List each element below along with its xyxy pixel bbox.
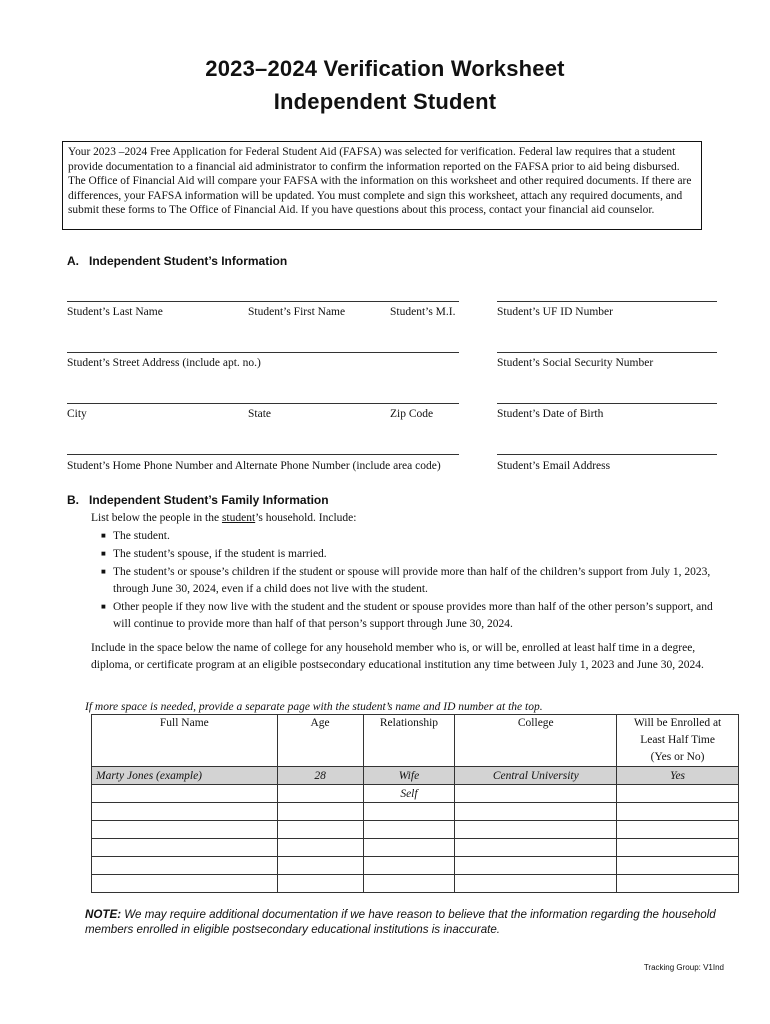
bullet-item <box>91 598 721 633</box>
enrolled-cell[interactable] <box>617 875 739 893</box>
street-address-label: Student’s Street Address (include apt. no.) <box>67 357 261 369</box>
name-input-line[interactable] <box>67 301 459 302</box>
section-b-heading <box>67 493 329 507</box>
college-cell[interactable] <box>455 875 617 893</box>
name-cell[interactable] <box>92 839 278 857</box>
age-cell[interactable] <box>277 803 363 821</box>
relationship-cell[interactable] <box>363 803 455 821</box>
household-table <box>91 714 739 893</box>
college-cell[interactable] <box>455 857 617 875</box>
college-cell[interactable] <box>455 803 617 821</box>
uf-id-input-line[interactable] <box>497 301 717 302</box>
email-label: Student’s Email Address <box>497 460 611 472</box>
header-college: College <box>455 715 617 767</box>
dob-input-line[interactable] <box>497 403 717 404</box>
enrolled-cell[interactable] <box>617 821 739 839</box>
college-cell[interactable] <box>455 821 617 839</box>
example-name: Marty Jones (example) <box>92 767 278 785</box>
header-enrolled <box>617 715 739 767</box>
header-enrolled-line2: Least Half Time <box>640 734 715 746</box>
name-cell[interactable] <box>92 875 278 893</box>
college-cell[interactable] <box>455 839 617 857</box>
table-row <box>92 803 739 821</box>
tracking-group: Tracking Group: V1Ind <box>643 963 724 972</box>
section-b-title: Independent Student’s Family Information <box>89 493 329 507</box>
section-a-number: A. <box>67 254 79 268</box>
name-cell[interactable] <box>92 821 278 839</box>
relationship-cell[interactable] <box>363 857 455 875</box>
age-cell[interactable] <box>277 821 363 839</box>
name-cell[interactable] <box>92 785 278 803</box>
example-enrolled: Yes <box>617 767 739 785</box>
state-label: State <box>248 408 271 420</box>
bullet-square-icon: ■ <box>101 602 106 611</box>
bullet-text: The student’s or spouse’s children if the student or spouse will provide more than half of the children’s support from July 1, 2023, through June 30, 2024, even if a child does not live with the student. <box>113 566 711 595</box>
header-enrolled-line3: (Yes or No) <box>650 751 705 763</box>
bullet-item <box>91 545 721 563</box>
example-age: 28 <box>277 767 363 785</box>
header-relationship: Relationship <box>363 715 455 767</box>
page-title-line1: 2023–2024 Verification Worksheet <box>205 56 565 81</box>
enrolled-cell[interactable] <box>617 785 739 803</box>
email-input-line[interactable] <box>497 454 717 455</box>
ssn-label: Student’s Social Security Number <box>497 357 654 369</box>
table-row <box>92 839 739 857</box>
section-a-title: Independent Student’s Information <box>89 254 288 268</box>
bullet-square-icon: ■ <box>101 531 106 540</box>
bullet-text: Other people if they now live with the student and the student or spouse provides more than half of the other person’s support, and will continue to provide more than half of that person’s support through June 30, 2024. <box>113 601 713 630</box>
table-row <box>92 821 739 839</box>
relationship-cell[interactable] <box>363 839 455 857</box>
table-row <box>92 785 739 803</box>
bullet-square-icon: ■ <box>101 549 106 558</box>
intro-box: Your 2023 –2024 Free Application for Federal Student Aid (FAFSA) was selected for verification. Federal law requires that a student provide documentation to a financial aid administrator to confirm the information reported on the FAFSA prior to aid being disbursed. The Office of Financial Aid will compare your FAFSA with the information on this worksheet and other required documents. If there are differences, your FAFSA information will be updated. You must complete and sign this worksheet, attach any required documents, and submit these forms to The Office of Financial Aid. If you have questions about this process, contact your financial aid counselor. <box>62 141 702 230</box>
name-cell[interactable] <box>92 803 278 821</box>
household-list-intro <box>91 510 356 527</box>
more-space-note: If more space is needed, provide a separate page with the student’s name and ID number at the top. <box>85 701 543 713</box>
section-b-number: B. <box>67 493 79 507</box>
page-title-line2: Independent Student <box>273 89 497 114</box>
phone-input-line[interactable] <box>67 454 459 455</box>
household-bullet-list <box>91 527 721 633</box>
age-cell[interactable] <box>277 875 363 893</box>
list-intro-text: List below the people in the <box>91 512 222 524</box>
enrolled-cell[interactable] <box>617 803 739 821</box>
bullet-text: The student’s spouse, if the student is married. <box>113 548 327 560</box>
age-cell[interactable] <box>277 785 363 803</box>
bullet-item <box>91 527 721 545</box>
include-paragraph: Include in the space below the name of college for any household member who is, or will be, enrolled at least half time in a degree, diploma, or certificate program at an eligible postsecondary educational institution any time between July 1, 2023 and June 30, 2024. <box>91 642 704 671</box>
header-age: Age <box>277 715 363 767</box>
city-state-zip-input-line[interactable] <box>67 403 459 404</box>
table-row-example <box>92 767 739 785</box>
middle-initial-label: Student’s M.I. <box>390 306 456 318</box>
relationship-cell-self: Self <box>363 785 455 803</box>
age-cell[interactable] <box>277 839 363 857</box>
street-address-input-line[interactable] <box>67 352 459 353</box>
header-full-name: Full Name <box>92 715 278 767</box>
bullet-text: The student. <box>113 530 170 542</box>
uf-id-label: Student’s UF ID Number <box>497 306 613 318</box>
enrolled-cell[interactable] <box>617 839 739 857</box>
example-relationship: Wife <box>363 767 455 785</box>
zip-label: Zip Code <box>390 408 434 420</box>
section-a-heading <box>67 254 287 268</box>
note-text: We may require additional documentation if we have reason to believe that the information regarding the household members enrolled in eligible postsecondary educational institutions is inaccurate. <box>85 908 716 936</box>
phone-label: Student’s Home Phone Number and Alternate Phone Number (include area code) <box>67 460 441 472</box>
table-row <box>92 857 739 875</box>
note-label: NOTE: <box>85 908 122 921</box>
name-cell[interactable] <box>92 857 278 875</box>
table-row <box>92 875 739 893</box>
last-name-label: Student’s Last Name <box>67 306 163 318</box>
relationship-cell[interactable] <box>363 821 455 839</box>
ssn-input-line[interactable] <box>497 352 717 353</box>
bullet-square-icon: ■ <box>101 567 106 576</box>
age-cell[interactable] <box>277 857 363 875</box>
enrolled-cell[interactable] <box>617 857 739 875</box>
table-header-row <box>92 715 739 767</box>
list-intro-text-end: ’s household. Include: <box>255 512 357 524</box>
list-intro-underlined: student <box>221 512 256 524</box>
example-college: Central University <box>455 767 617 785</box>
note-paragraph <box>85 907 735 937</box>
college-cell[interactable] <box>455 785 617 803</box>
city-label: City <box>67 408 87 420</box>
bullet-item <box>91 563 721 598</box>
dob-label: Student’s Date of Birth <box>497 408 604 420</box>
first-name-label: Student’s First Name <box>248 306 346 318</box>
relationship-cell[interactable] <box>363 875 455 893</box>
header-enrolled-line1: Will be Enrolled at <box>633 717 722 729</box>
